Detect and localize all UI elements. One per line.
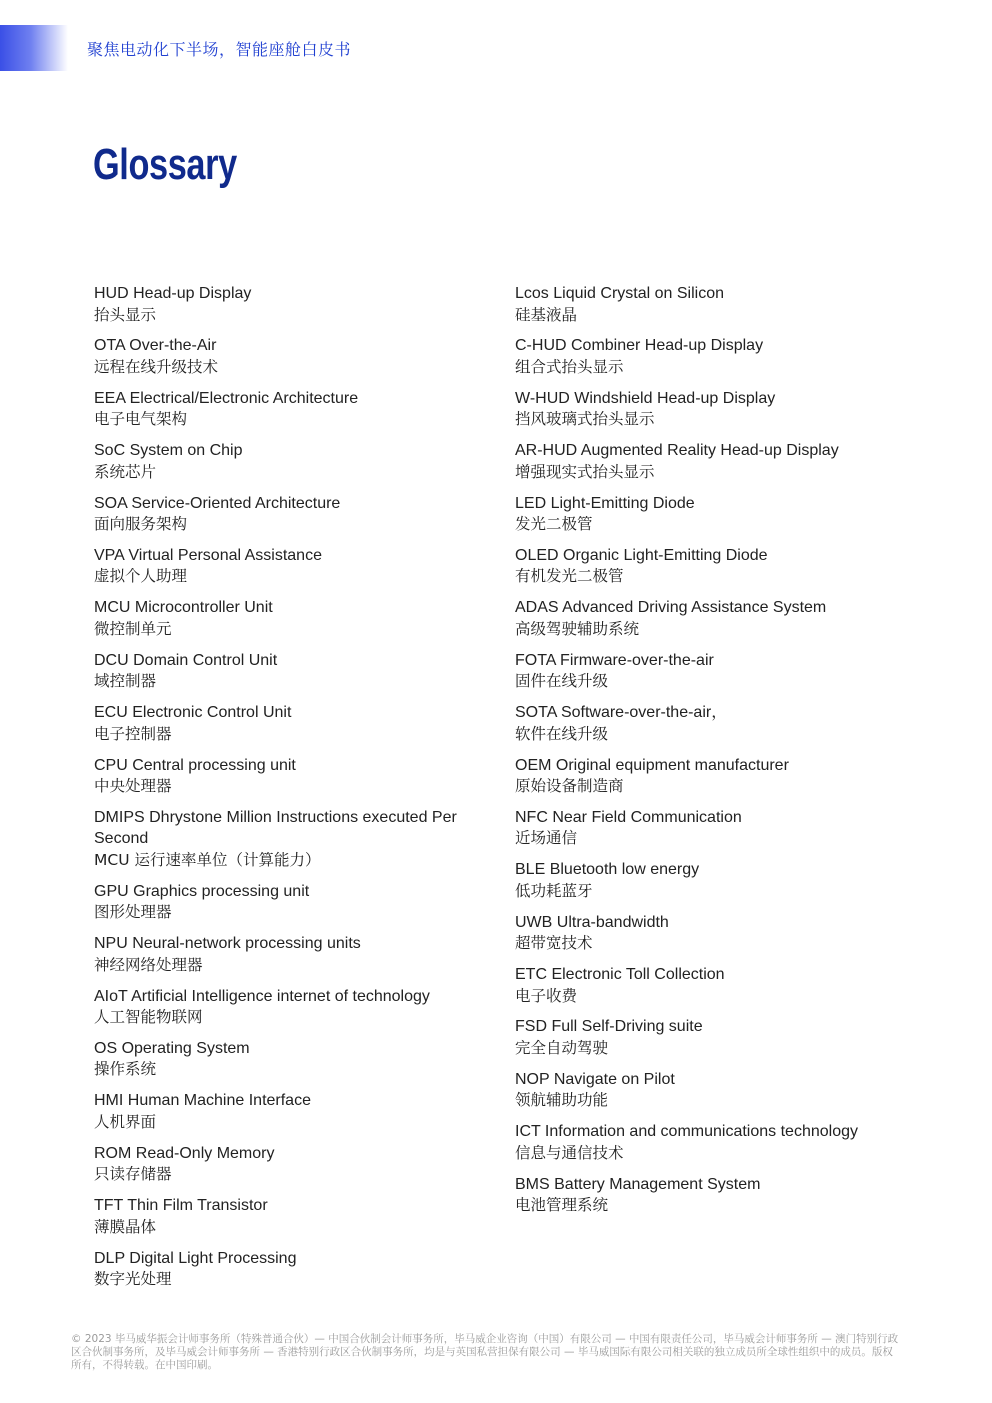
glossary-translation: 挡风玻璃式抬头显示 <box>515 410 655 429</box>
glossary-term: C-HUD Combiner Head-up Display <box>515 337 764 355</box>
glossary-entry <box>94 702 459 745</box>
glossary-entry <box>94 1090 459 1133</box>
glossary-translation: 领航辅助功能 <box>515 1091 609 1110</box>
glossary-entry <box>94 440 459 483</box>
glossary-translation: 电子电气架构 <box>94 410 188 429</box>
glossary-entry <box>515 807 905 850</box>
glossary-term: OEM Original equipment manufacturer <box>515 756 789 774</box>
page-title: Glossary <box>93 140 237 189</box>
glossary-entry <box>515 283 905 326</box>
glossary-entry <box>515 493 905 536</box>
glossary-entry <box>94 545 459 588</box>
glossary-entry <box>94 335 459 378</box>
glossary-translation: 电子收费 <box>515 986 578 1005</box>
glossary-term: NOP Navigate on Pilot <box>515 1070 675 1088</box>
glossary-entry <box>94 650 459 693</box>
glossary-entry <box>94 1195 459 1238</box>
glossary-term: LED Light-Emitting Diode <box>515 494 695 512</box>
glossary-entry <box>515 859 905 902</box>
glossary-translation: 虚拟个人助理 <box>94 567 188 586</box>
glossary-translation: 抬头显示 <box>94 305 157 324</box>
glossary-entry <box>515 1069 905 1112</box>
glossary-term: ADAS Advanced Driving Assistance System <box>515 599 827 617</box>
glossary-entry <box>515 755 905 798</box>
glossary-term: VPA Virtual Personal Assistance <box>94 546 322 564</box>
glossary-translation: 薄膜晶体 <box>94 1217 157 1236</box>
glossary-term: DCU Domain Control Unit <box>94 651 278 669</box>
glossary-term: DMIPS Dhrystone Million Instructions executed Per Second <box>94 808 457 848</box>
glossary-translation: 微控制单元 <box>94 619 172 638</box>
glossary-translation: 中央处理器 <box>94 777 172 796</box>
glossary-translation: 电子控制器 <box>94 724 172 743</box>
glossary-column-left <box>94 283 459 1300</box>
glossary-translation: 电池管理系统 <box>515 1196 609 1215</box>
glossary-term: SoC System on Chip <box>94 442 243 460</box>
glossary-entry <box>94 597 459 640</box>
glossary-translation: 组合式抬头显示 <box>515 357 624 376</box>
glossary-translation: 超带宽技术 <box>515 934 593 953</box>
glossary-entry <box>515 1174 905 1217</box>
glossary-term: OLED Organic Light-Emitting Diode <box>515 546 768 564</box>
glossary-term: CPU Central processing unit <box>94 756 296 774</box>
glossary-entry <box>515 597 905 640</box>
glossary-entry <box>515 335 905 378</box>
glossary-column-right <box>515 283 905 1226</box>
glossary-term: GPU Graphics processing unit <box>94 882 310 900</box>
glossary-term: DLP Digital Light Processing <box>94 1249 297 1267</box>
glossary-term: HUD Head-up Display <box>94 285 252 302</box>
glossary-entry <box>94 1143 459 1186</box>
glossary-entry <box>94 1248 459 1291</box>
glossary-term: OTA Over-the-Air <box>94 337 217 355</box>
glossary-term: FSD Full Self-Driving suite <box>515 1018 703 1036</box>
glossary-term: FOTA Firmware-over-the-air <box>515 651 714 669</box>
glossary-translation: 面向服务架构 <box>94 515 188 534</box>
glossary-entry <box>515 650 905 693</box>
glossary-translation: 系统芯片 <box>94 462 157 481</box>
glossary-term: ECU Electronic Control Unit <box>94 704 292 722</box>
glossary-term: UWB Ultra-bandwidth <box>515 913 669 931</box>
glossary-translation: 发光二极管 <box>515 515 593 534</box>
glossary-translation: 域控制器 <box>94 672 157 691</box>
glossary-entry <box>94 807 459 872</box>
glossary-entry <box>515 545 905 588</box>
glossary-term: HMI Human Machine Interface <box>94 1092 311 1110</box>
glossary-term: MCU Microcontroller Unit <box>94 599 273 617</box>
glossary-term: AIoT Artificial Intelligence internet of technology <box>94 987 430 1005</box>
glossary-translation: 人机界面 <box>94 1112 157 1131</box>
glossary-translation: 信息与通信技术 <box>515 1143 624 1162</box>
glossary-translation: 完全自动驾驶 <box>515 1038 609 1057</box>
glossary-term: W-HUD Windshield Head-up Display <box>515 389 776 407</box>
glossary-term: BMS Battery Management System <box>515 1175 761 1193</box>
glossary-translation: 数字光处理 <box>94 1270 172 1289</box>
copyright-footer: © 2023 毕马威华振会计师事务所（特殊普通合伙）— 中国合伙制会计师事务所，毕马威企业咨询（中国）有限公司 — 中国有限责任公司，毕马威会计师事务所 — 澳门特别行政区合伙制事务所，及毕马威会计师事务所 — 香港特别行政区合伙制事务所，均是与英国私营担保有限公司 — 毕马威国际有限公司相关联的独立成员所全球性组织中的成员。版权所有，不得转载。在中国印刷。 <box>71 1333 899 1372</box>
header-title: 聚焦电动化下半场，智能座舱白皮书 <box>87 40 352 59</box>
glossary-entry <box>94 493 459 536</box>
glossary-translation: 操作系统 <box>94 1060 157 1079</box>
glossary-term: AR-HUD Augmented Reality Head-up Display <box>515 442 839 460</box>
glossary-translation: 软件在线升级 <box>515 724 609 743</box>
glossary-term: SOTA Software-over-the-air， <box>515 704 728 722</box>
glossary-translation: 高级驾驶辅助系统 <box>515 619 640 638</box>
glossary-term: NPU Neural-network processing units <box>94 935 361 953</box>
glossary-entry <box>515 964 905 1007</box>
glossary-term: EEA Electrical/Electronic Architecture <box>94 389 359 407</box>
glossary-translation: 硅基液晶 <box>515 305 578 324</box>
glossary-entry <box>515 1016 905 1059</box>
glossary-translation: 神经网络处理器 <box>94 955 203 974</box>
glossary-translation: 人工智能物联网 <box>94 1008 203 1027</box>
glossary-entry <box>94 933 459 976</box>
glossary-entry <box>94 1038 459 1081</box>
glossary-entry <box>515 388 905 431</box>
glossary-term: Lcos Liquid Crystal on Silicon <box>515 285 724 302</box>
glossary-term: ROM Read-Only Memory <box>94 1144 275 1162</box>
glossary-entry <box>94 755 459 798</box>
glossary-translation: 低功耗蓝牙 <box>515 881 593 900</box>
glossary-translation: 增强现实式抬头显示 <box>515 462 655 481</box>
glossary-term: TFT Thin Film Transistor <box>94 1197 268 1215</box>
glossary-translation: 图形处理器 <box>94 903 172 922</box>
glossary-entry <box>94 388 459 431</box>
glossary-entry <box>515 912 905 955</box>
glossary-entry <box>94 881 459 924</box>
glossary-term: SOA Service-Oriented Architecture <box>94 494 341 512</box>
glossary-term: ETC Electronic Toll Collection <box>515 966 725 984</box>
glossary-translation: 原始设备制造商 <box>515 777 624 796</box>
glossary-entry <box>94 986 459 1029</box>
glossary-translation: 近场通信 <box>515 829 578 848</box>
glossary-entry <box>515 440 905 483</box>
glossary-translation: MCU 运行速率单位（计算能力） <box>94 850 321 869</box>
glossary-translation: 固件在线升级 <box>515 672 609 691</box>
glossary-entry <box>94 283 459 326</box>
glossary-translation: 有机发光二极管 <box>515 567 624 586</box>
glossary-translation: 只读存储器 <box>94 1165 172 1184</box>
header-accent-bar <box>0 25 68 71</box>
glossary-entry <box>515 702 905 745</box>
glossary-term: NFC Near Field Communication <box>515 808 742 826</box>
glossary-term: OS Operating System <box>94 1039 250 1057</box>
glossary-entry <box>515 1121 905 1164</box>
glossary-term: ICT Information and communications technology <box>515 1123 858 1141</box>
glossary-translation: 远程在线升级技术 <box>94 357 219 376</box>
glossary-term: BLE Bluetooth low energy <box>515 861 700 879</box>
